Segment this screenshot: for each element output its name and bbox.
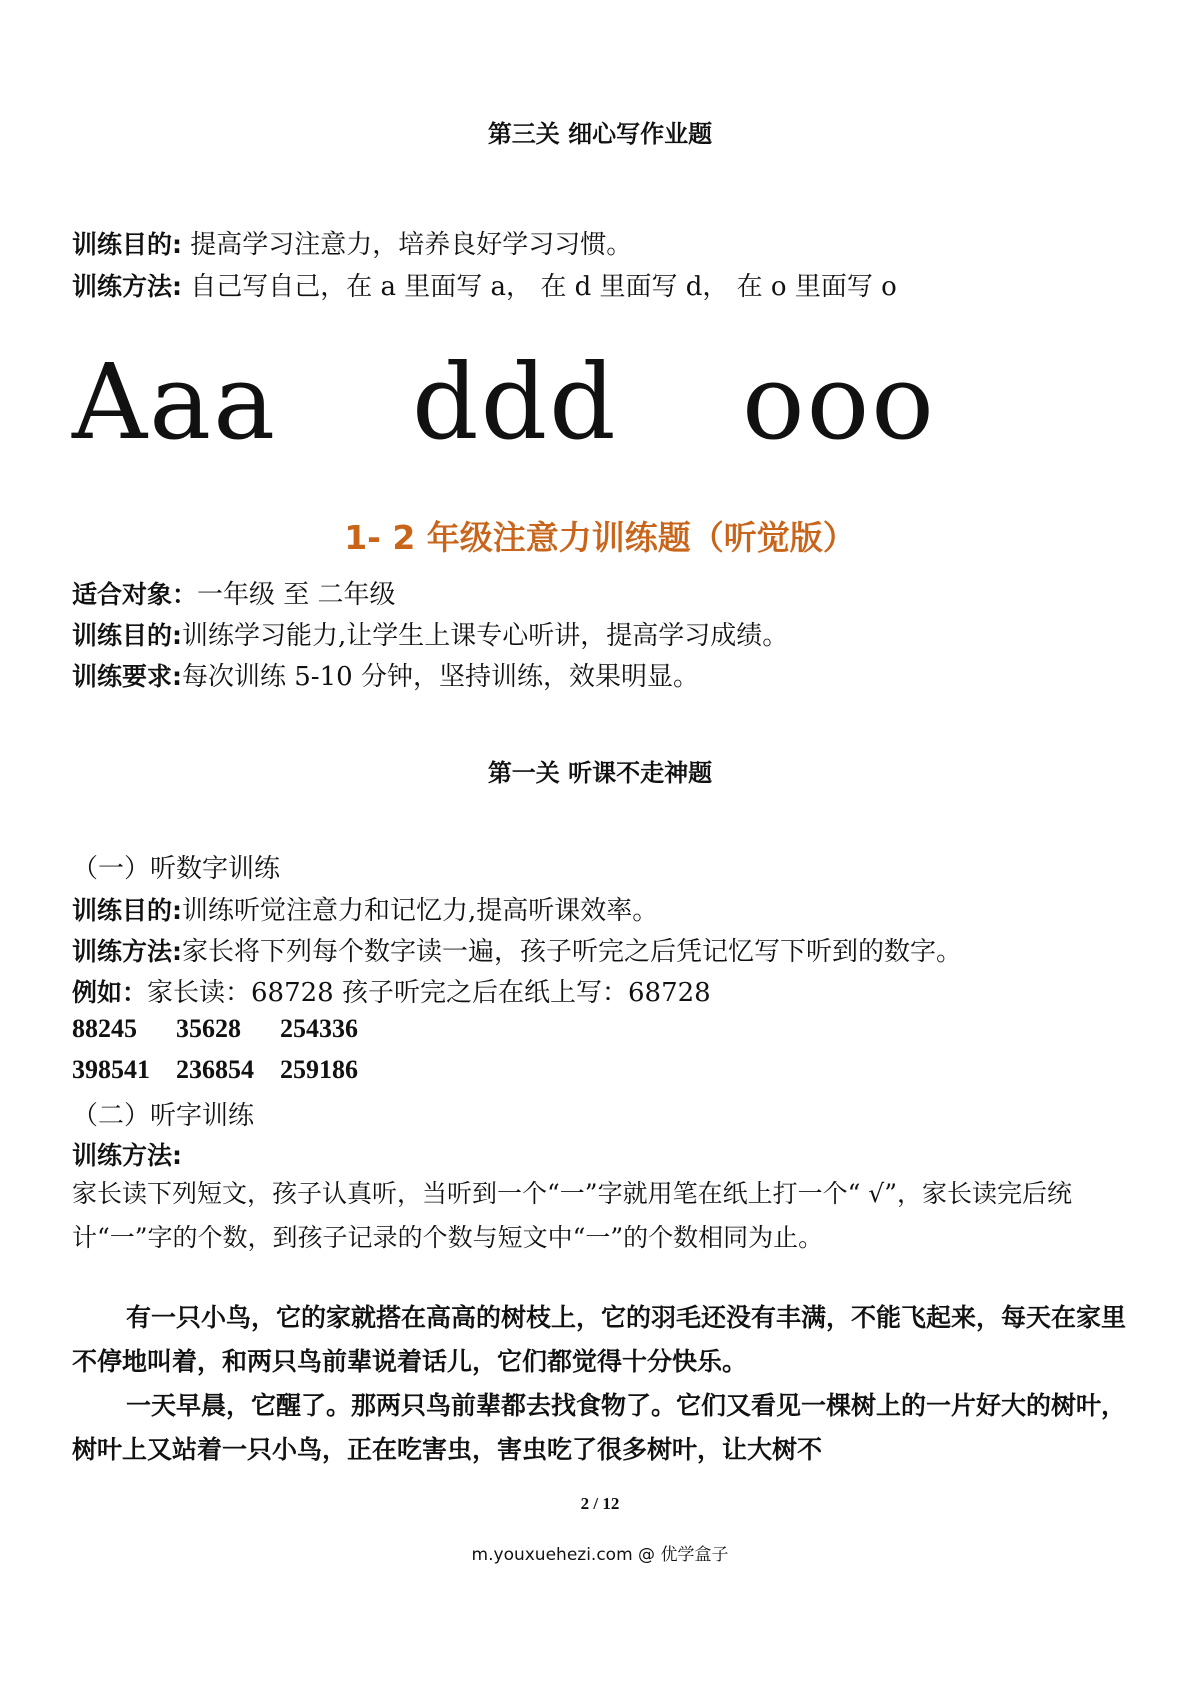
auditory-require-line	[72, 656, 699, 693]
number-item: 236854	[176, 1055, 254, 1084]
part2-heading: （二）听字训练	[72, 1101, 255, 1131]
story-text	[72, 1296, 1132, 1472]
auditory-title: 1- 2 年级注意力训练题（听觉版）	[344, 518, 856, 557]
part2-instructions: 家长读下列短文，孩子认真听，当听到一个“一”字就用笔在纸上打一个“ √”，家长读完后统计“一”字的个数，到孩子记录的个数与短文中“一”的个数相同为止。	[72, 1179, 1073, 1252]
part1-heading: （一）听数字训练	[72, 854, 281, 884]
auditory-purpose-text: 训练学习能力,让学生上课专心听讲，提高学习成绩。	[182, 621, 789, 651]
site-watermark: m.youxuehezi.com @ 优学盒子	[471, 1545, 729, 1565]
section1-method-text: 家长将下列每个数字读一遍，孩子听完之后凭记忆写下听到的数字。	[182, 937, 963, 967]
part2-method-label: 训练方法:	[72, 1141, 182, 1170]
section1-purpose-text: 训练听觉注意力和记忆力,提高听课效率。	[182, 896, 659, 926]
section1-method-line	[72, 931, 962, 968]
page-number: 2 / 12	[580, 1494, 620, 1513]
auditory-purpose-line	[72, 615, 788, 652]
number-item: 35628	[176, 1014, 241, 1043]
letter-practice-row	[72, 341, 936, 463]
letters-o: ooo	[742, 341, 936, 463]
auditory-require-text: 每次训练 5-10 分钟，坚持训练，效果明显。	[182, 662, 699, 692]
section1-method-label: 训练方法:	[72, 937, 182, 966]
section3-purpose-label: 训练目的:	[72, 230, 182, 259]
auditory-require-label: 训练要求:	[72, 662, 182, 691]
number-item: 398541	[72, 1055, 150, 1084]
section3-method-line	[72, 266, 897, 303]
letters-d: ddd	[412, 341, 618, 463]
number-item: 88245	[72, 1014, 137, 1043]
section3-method-text: 自己写自己，在 a 里面写 a， 在 d 里面写 d， 在 o 里面写 o	[182, 272, 897, 302]
number-item: 259186	[280, 1055, 358, 1084]
section3-purpose-text: 提高学习注意力，培养良好学习习惯。	[182, 230, 633, 260]
number-item: 254336	[280, 1014, 358, 1043]
part2-method-line	[72, 1136, 182, 1172]
letters-a: Aaa	[72, 341, 278, 463]
auditory-target-line	[72, 574, 396, 611]
auditory-target-label: 适合对象：	[72, 580, 198, 609]
auditory-purpose-label: 训练目的:	[72, 621, 182, 650]
example-label: 例如：	[72, 978, 148, 1007]
story-paragraph-2: 一天早晨，它醒了。那两只鸟前辈都去找食物了。它们又看见一棵树上的一片好大的树叶，树叶上又站着一只小鸟，正在吃害虫，害虫吃了很多树叶，让大树不	[72, 1391, 1127, 1464]
example-text: 家长读：68728 孩子听完之后在纸上写：68728	[147, 978, 711, 1008]
numbers-row-1	[72, 1014, 358, 1044]
section3-purpose-line	[72, 224, 632, 261]
section1-purpose-label: 训练目的:	[72, 896, 182, 925]
example-line	[72, 972, 711, 1009]
section1-purpose-line	[72, 890, 658, 927]
section1-title: 第一关 听课不走神题	[487, 759, 713, 787]
numbers-row-2	[72, 1055, 358, 1085]
auditory-target-text: 一年级 至 二年级	[197, 580, 396, 610]
section3-method-label: 训练方法:	[72, 272, 182, 301]
story-paragraph-1: 有一只小鸟，它的家就搭在高高的树枝上，它的羽毛还没有丰满，不能飞起来，每天在家里不停地叫着，和两只鸟前辈说着话儿，它们都觉得十分快乐。	[72, 1303, 1127, 1376]
section3-title: 第三关 细心写作业题	[487, 120, 713, 148]
